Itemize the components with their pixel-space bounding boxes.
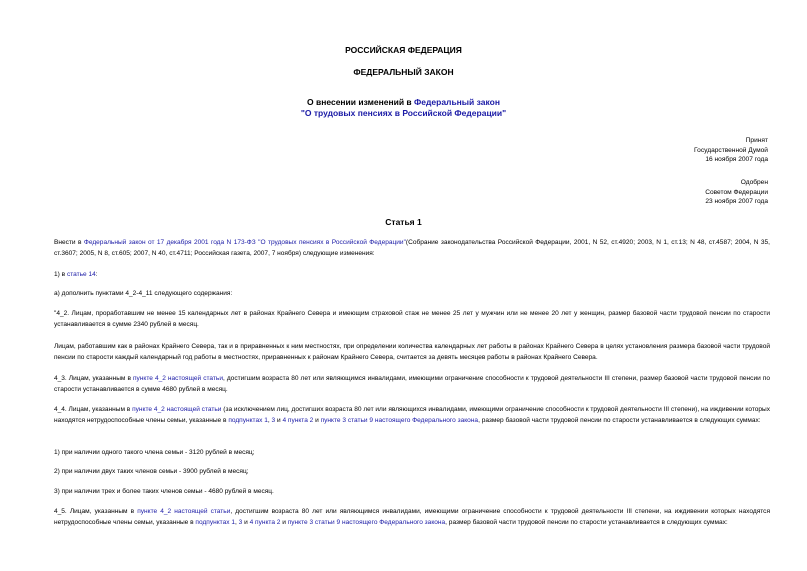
text: ,: [267, 417, 272, 425]
point-4-2-link[interactable]: пункте 4_2 настоящей статьи: [132, 406, 222, 413]
subpoint-1-link[interactable]: подпунктах 1: [195, 519, 235, 527]
text: , размер базовой части трудовой пенсии по старости устанавливается в следующих суммах:: [445, 519, 728, 527]
subpoint-3-link[interactable]: 3: [271, 417, 276, 425]
paragraph-intro: [39, 237, 770, 259]
adopted-block: [528, 136, 768, 165]
text: и: [242, 519, 250, 527]
federal-law-link[interactable]: Федеральный закон: [414, 97, 500, 107]
point-4-2-note: Лицам, работавшим как в районах Крайнего Севера, так и в приравненных к ним местностях, при определении количества календарных лет работы в районах Крайнего Севера в целях установления размера базовой части трудовой пенсии по старости каждый календарный год работы в местностях, приравненных к районам Крайнего Севера, считается за девять месяцев работы в районах Крайнего Севера.: [54, 343, 770, 362]
amount-1: 1) при наличии одного такого члена семьи - 3120 рублей в месяц;: [54, 449, 255, 456]
article-title: Статья 1: [385, 217, 422, 227]
point-4-5: [39, 506, 770, 528]
text: , достигшим возраста 80 лет или являющимся инвалидами, имеющими ограничение способности к трудовой деятельности III степени, на иждивении которых находятся нетрудоспособные члены семьи, указанные в: [54, 508, 770, 527]
item-1: [39, 269, 770, 280]
doc-type-heading: ФЕДЕРАЛЬНЫЙ ЗАКОН: [353, 67, 454, 77]
amount-2: 2) при наличии двух таких членов семьи - 3900 рублей в месяц;: [54, 468, 249, 475]
text: ,: [234, 519, 239, 527]
text: 4_3. Лицам, указанным в: [54, 375, 133, 382]
country-heading: РОССИЙСКАЯ ФЕДЕРАЦИЯ: [345, 45, 462, 55]
text: и: [313, 417, 321, 425]
text: :: [95, 271, 98, 278]
amount-3: 3) при наличии трех и более таких членов семьи - 4680 рублей в месяц.: [54, 488, 274, 495]
law-title-line1: [0, 97, 807, 108]
text: , достигшим возраста 80 лет или являющимся инвалидами, имеющими ограничение способности к трудовой деятельности III степени, размер базовой части трудовой пенсии по старости устанавливается в сумме 4680 рублей в месяц.: [54, 375, 770, 394]
article-9-link[interactable]: пункте 3 статьи 9 настоящего Федерального закона: [287, 519, 446, 527]
text: 4_5. Лицам, указанным в: [54, 508, 138, 515]
text: 4_4. Лицам, указанным в: [54, 406, 133, 413]
point-4-3: [39, 373, 770, 395]
adopted-by: Государственной Думой: [694, 146, 768, 154]
approved-label: Одобрен: [740, 179, 768, 186]
text: и: [280, 519, 288, 527]
point-4-2-link[interactable]: пункте 4_2 настоящей статьи: [132, 375, 223, 382]
law-title-line2: [0, 108, 807, 119]
text: 1) в: [54, 271, 67, 278]
adopted-label: Принят: [745, 137, 768, 144]
point-4-2-link[interactable]: пункте 4_2 настоящей статьи: [137, 508, 231, 515]
text: , размер базовой части трудовой пенсии по старости устанавливается в следующих суммах:: [478, 417, 761, 425]
law-name-link[interactable]: "О трудовых пенсиях в Российской Федерации": [300, 108, 507, 118]
text: и: [275, 417, 283, 425]
approved-by: Советом Федерации: [705, 188, 768, 196]
adopted-date: 16 ноября 2007 года: [705, 156, 768, 163]
subpoint-1-link[interactable]: подпунктах 1: [228, 417, 268, 425]
law-title-prefix: О внесении изменений в: [307, 97, 415, 107]
point-4-2: "4_2. Лицам, проработавшим не менее 15 календарных лет в районах Крайнего Севера и имеющим страховой стаж не менее 25 лет у мужчин или не менее 20 лет у женщин, размер базовой части трудовой пенсии по старости устанавливается в сумме 2340 рублей в месяц.: [54, 310, 770, 329]
point-4-4: [39, 404, 770, 426]
approved-block: [528, 178, 768, 207]
text: Внести в: [54, 239, 84, 246]
item-a: а) дополнить пунктами 4_2-4_11 следующего содержания:: [54, 290, 233, 297]
text: (за исключением лиц, достигших возраста 80 лет или являющихся инвалидами, имеющими ограничение способности к трудовой деятельности III степени), на иждивении которых находятся нетрудоспособные члены семьи, указанные в: [54, 406, 771, 425]
approved-date: 23 ноября 2007 года: [705, 198, 768, 205]
subpoint-4-link[interactable]: 4 пункта 2: [282, 417, 314, 425]
article-9-link[interactable]: пункте 3 статьи 9 настоящего Федерального закона: [320, 417, 479, 425]
article-14-link[interactable]: статье 14: [66, 271, 96, 278]
text: (Собрание законодательства Российской Федерации, 2001, N 52, ст.4920; 2003, N 1, ст.13; N 48, ст.4587; 2004, N 35, ст.3607; 2005, N 8, ст.605; 2007, N 40, ст.4711; Российская газета, 2007, 7 ноября) следующие изменения:: [54, 239, 770, 258]
subpoint-3-link[interactable]: 3: [238, 519, 243, 527]
law-173-fz-link[interactable]: Федеральный закон от 17 декабря 2001 года N 173-ФЗ "О трудовых пенсиях в Российской Федерации": [83, 239, 406, 246]
subpoint-4-link[interactable]: 4 пункта 2: [249, 519, 281, 527]
